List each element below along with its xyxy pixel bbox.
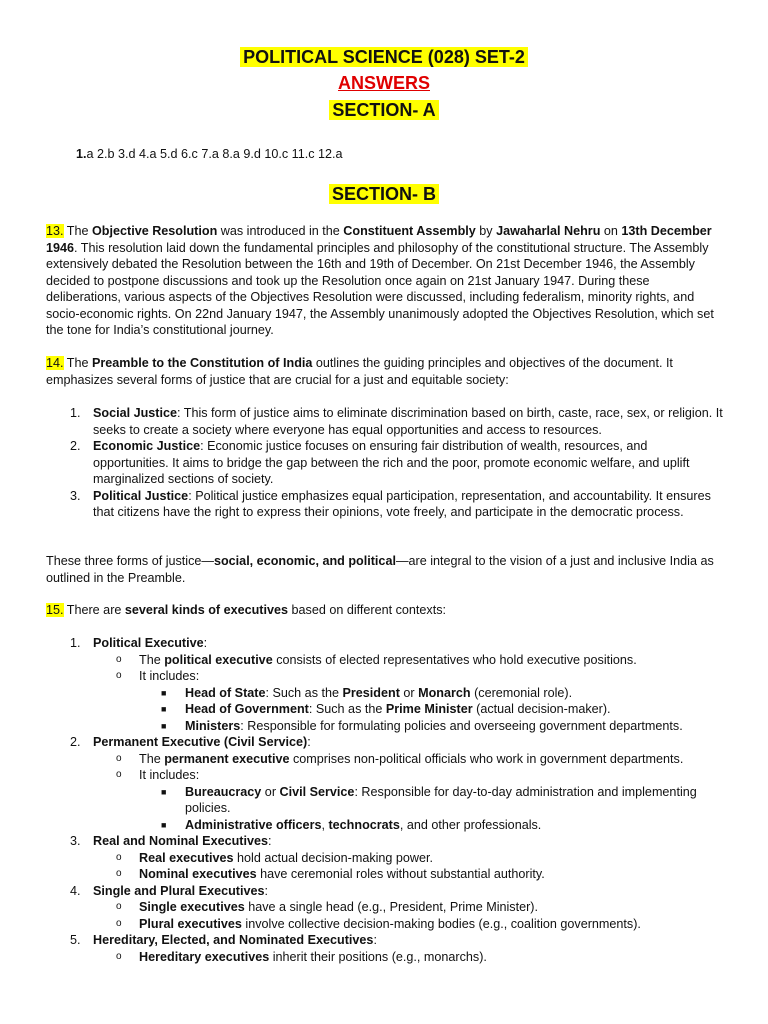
section-b-heading: SECTION- B (0, 183, 768, 205)
sub-list (46, 899, 724, 932)
answers-heading: ANSWERS (337, 73, 430, 93)
section-a-heading: SECTION- A (0, 99, 768, 121)
answer-key: 1.a 2.b 3.d 4.a 5.d 6.c 7.a 8.a 9.d 10.c 11.c 12.a (76, 147, 343, 161)
list-item: 2. Permanent Executive (Civil Service): o The permanent executive comprises non-political officials who work in government departments. o It includes: ■ Bureaucracy or Civil Service: Responsible for day-to-day administration and implementing policies. ■ Administrative officers, technocrats, and other professionals. (46, 734, 724, 833)
answer-15-intro: 15. There are several kinds of executives based on different contexts: (46, 603, 447, 617)
sub-list (46, 652, 724, 735)
sub-list-item: o Real executives hold actual decision-making power. (116, 850, 434, 865)
list-item: 5. Hereditary, Elected, and Nominated Executives: o Hereditary executives inherit their positions (e.g., monarchs). (46, 932, 724, 965)
sub-list (46, 850, 724, 883)
list-item: 1. Political Executive: o The political executive consists of elected representatives who hold executive positions. o It includes: ■ Head of State: Such as the President or Monarch (ceremonial role). ■ Head of Government: Such as the Prime Minister (actual decision-maker). ■ Ministers: Responsible for formulating policies and overseeing government departments. (46, 635, 724, 734)
answer-14-intro: 14. The Preamble to the Constitution of India outlines the guiding principles and objectives of the document. It emphasizes several forms of justice that are crucial for a just and equitable society: (46, 356, 673, 387)
sub-list-item: o Single executives have a single head (e.g., President, Prime Minister). (116, 900, 538, 914)
sub-sub-list-item: ■ Administrative officers, technocrats, and other professionals. (161, 817, 542, 832)
sub-sub-list (46, 685, 724, 735)
answer-14-conclusion: These three forms of justice—social, economic, and political—are integral to the vision of a just and inclusive India as outlined in the Preamble. (46, 554, 714, 585)
list-item: 2. Economic Justice: Economic justice focuses on ensuring fair distribution of wealth, resources, and opportunities. It aims to bridge the gap between the rich and the poor, promote economic welfare, and uplift marginalized sections of society. (70, 439, 690, 486)
executives-list (46, 635, 724, 965)
page-title: POLITICAL SCIENCE (028) SET-2 (0, 46, 768, 68)
sub-list-item: o It includes: ■ Bureaucracy or Civil Service: Responsible for day-to-day administration and implementing policies. ■ Administrative officers, technocrats, and other professionals. (46, 767, 724, 833)
justice-list (46, 405, 724, 521)
sub-sub-list (46, 784, 724, 834)
list-item: 3. Real and Nominal Executives: o Real executives hold actual decision-making power. o Nominal executives have ceremonial roles without substantial authority. (46, 833, 724, 883)
sub-list-item: o Hereditary executives inherit their positions (e.g., monarchs). (116, 949, 487, 964)
list-item: 1. Social Justice: This form of justice aims to eliminate discrimination based on birth, caste, race, sex, or religion. It seeks to create a society where everyone has equal opportunities and access to resources. (70, 406, 723, 437)
sub-sub-list-item: ■ Head of State: Such as the President or Monarch (ceremonial role). (161, 685, 573, 700)
list-item: 4. Single and Plural Executives: o Single executives have a single head (e.g., President, Prime Minister). o Plural executives involve collective decision-making bodies (e.g., coalition governments). (46, 883, 724, 933)
sub-sub-list-item: ■ Bureaucracy or Civil Service: Responsible for day-to-day administration and implementing policies. (161, 784, 697, 815)
answer-13: 13. The Objective Resolution was introduced in the Constituent Assembly by Jawaharlal Nehru on 13th December 1946. This resolution laid down the fundamental principles and philosophy of the constitutional structure. The Assembly extensively debated the Resolution between the 16th and 19th of December. On 21st December 1946, the Assembly decided to postpone discussions and took up the Resolution once again on 21st January 1947. During these deliberations, various aspects of the Objectives Resolution were discussed, including federalism, minority rights, and socio-economic rights. On 22nd January 1947, the Assembly unanimously adopted the Objectives Resolution, which set the tone for India’s constitutional journey. (46, 224, 714, 337)
sub-sub-list-item: ■ Head of Government: Such as the Prime Minister (actual decision-maker). (161, 702, 611, 716)
list-item: 3. Political Justice: Political justice emphasizes equal participation, representation, and accountability. It ensures that citizens have the right to express their opinions, vote freely, and participate in the democratic process. (70, 488, 711, 519)
sub-list (46, 949, 724, 966)
sub-list (46, 751, 724, 834)
sub-list-item: o The permanent executive comprises non-political officials who work in government departments. (116, 751, 684, 766)
sub-list-item: o The political executive consists of elected representatives who hold executive positions. (116, 652, 637, 667)
sub-list-item: o Plural executives involve collective decision-making bodies (e.g., coalition governments). (116, 916, 641, 931)
sub-sub-list-item: ■ Ministers: Responsible for formulating policies and overseeing government departments. (161, 718, 683, 733)
sub-list-item: o It includes: ■ Head of State: Such as the President or Monarch (ceremonial role). ■ Head of Government: Such as the Prime Minister (actual decision-maker). ■ Ministers: Responsible for formulating policies and overseeing government departments. (46, 668, 724, 734)
sub-list-item: o Nominal executives have ceremonial roles without substantial authority. (116, 867, 545, 881)
